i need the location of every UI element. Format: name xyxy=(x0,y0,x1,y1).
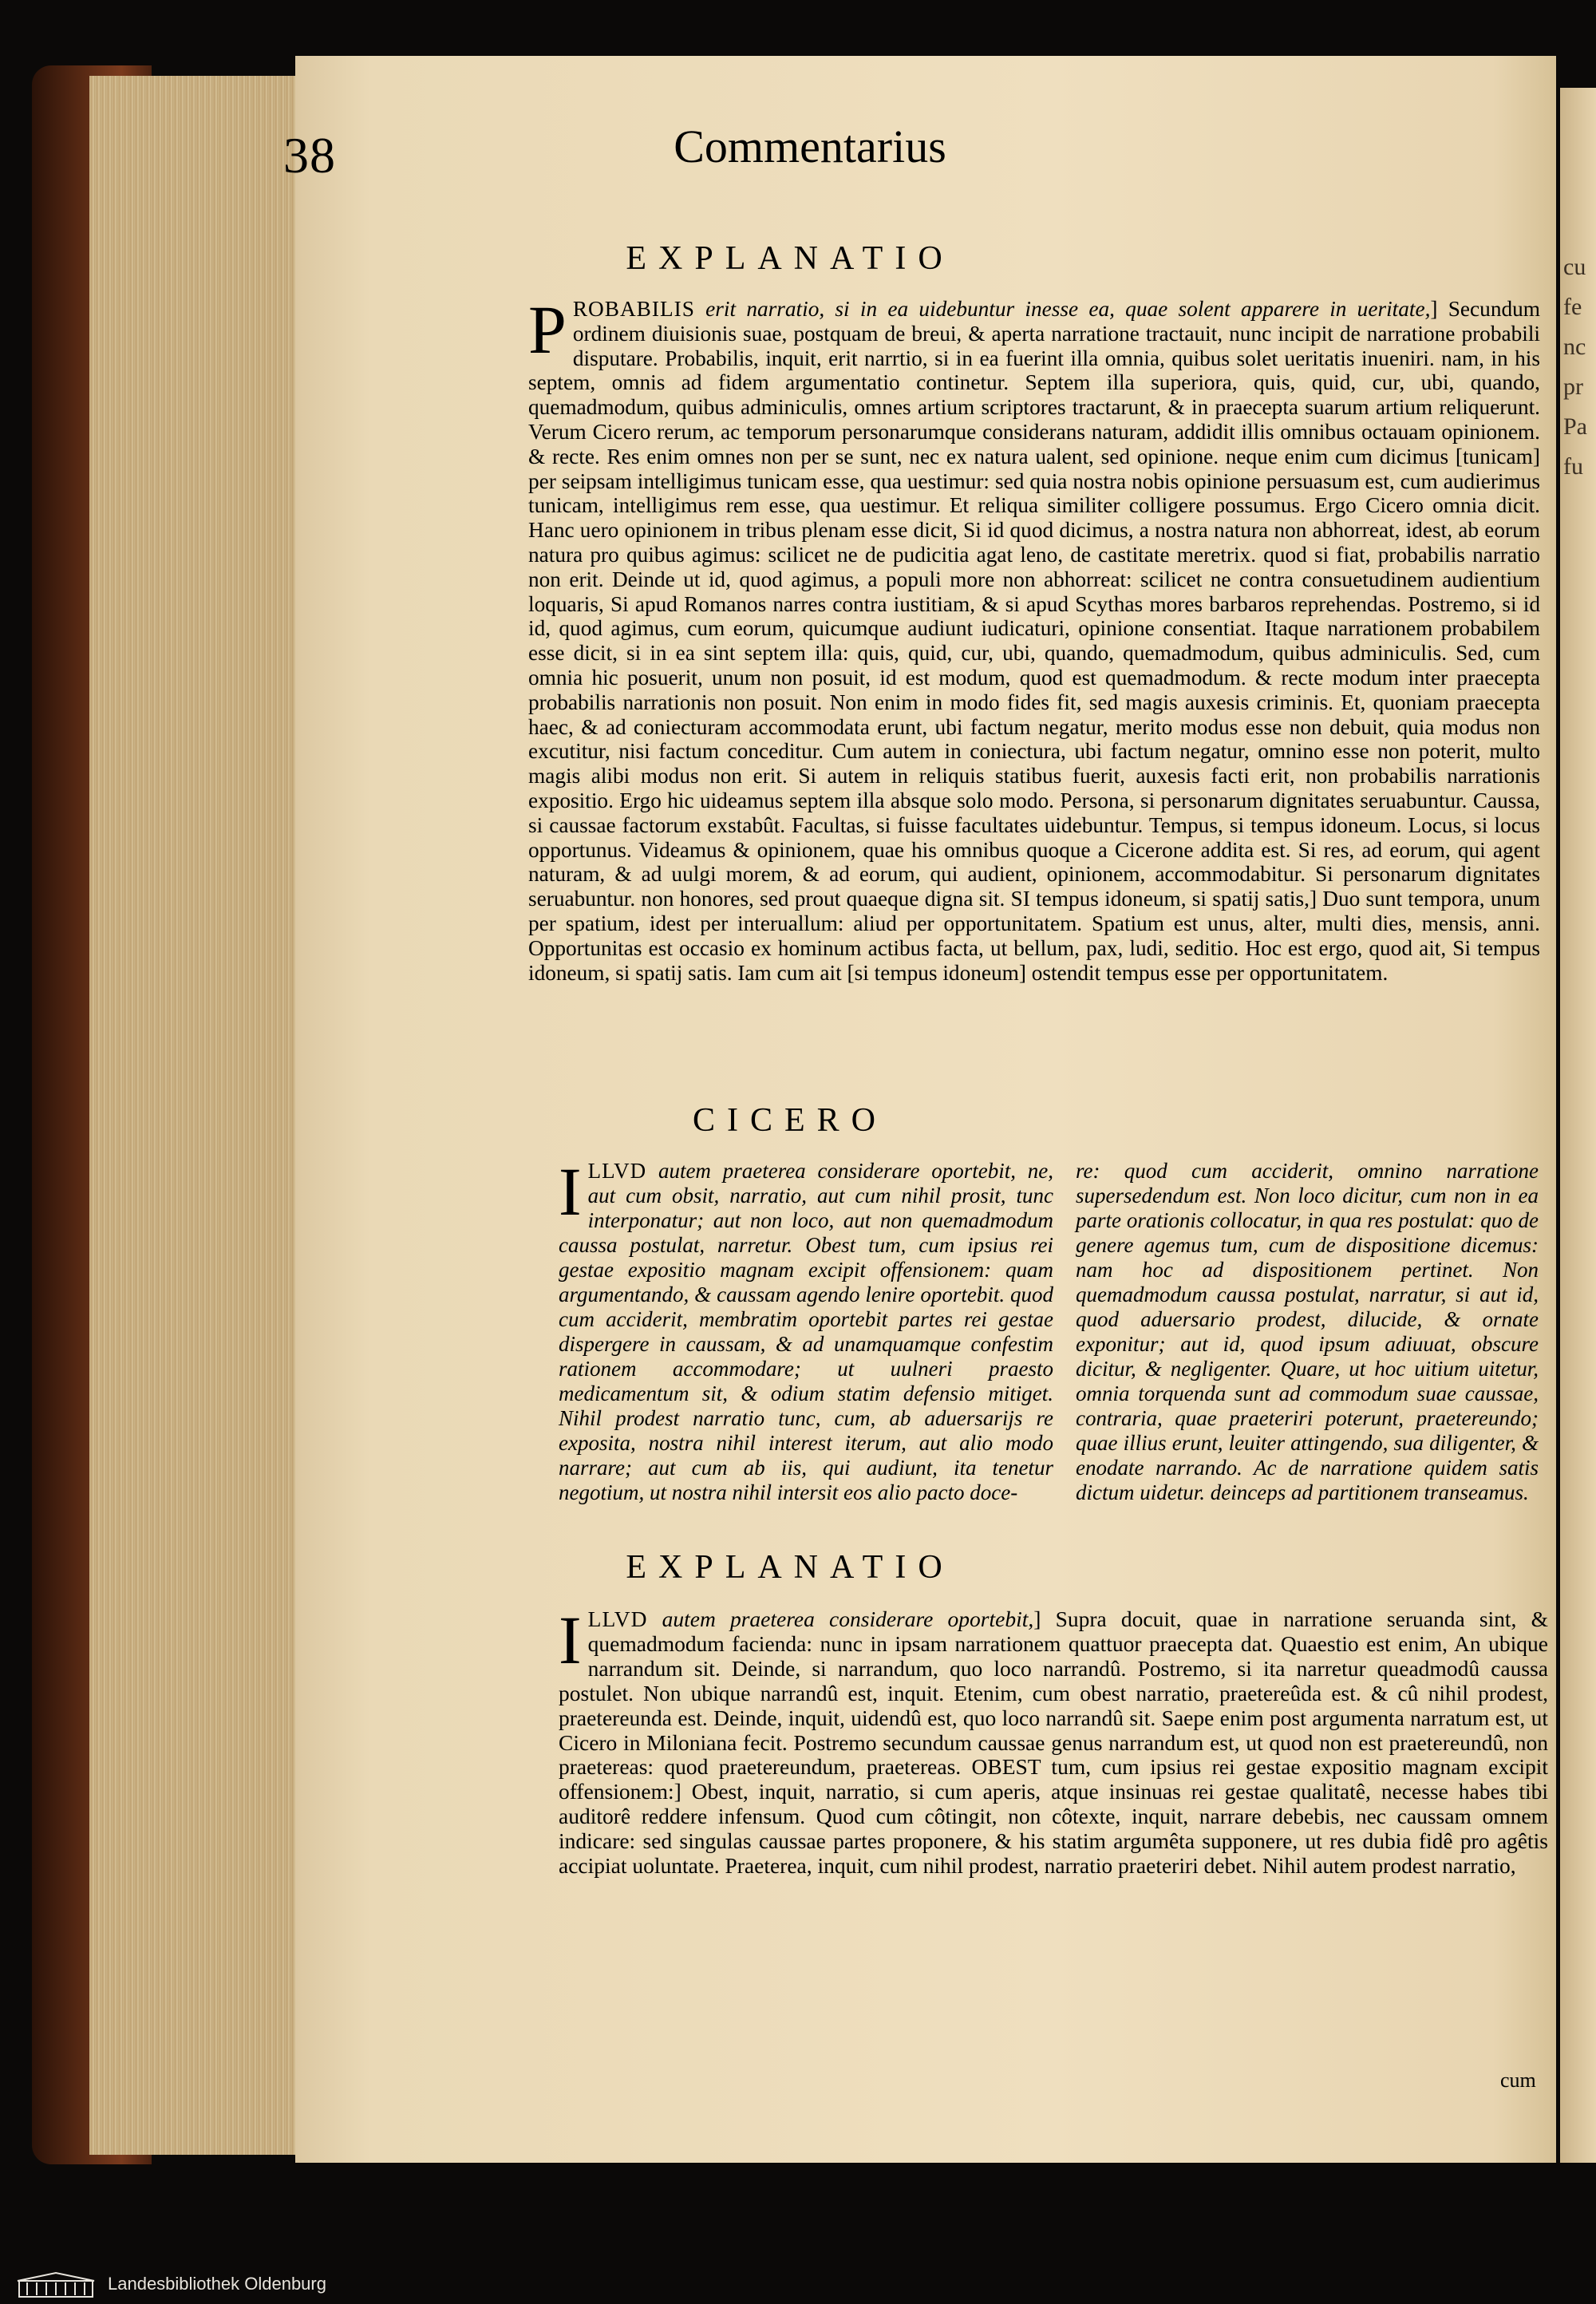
running-head xyxy=(674,120,946,173)
library-building-icon xyxy=(16,2271,96,2298)
lead-word: LLVD xyxy=(587,1159,647,1183)
drop-cap: I xyxy=(559,1602,582,1678)
lemma: erit narratio, si in ea uidebuntur inesse ea, quae solent apparere in ueritate, xyxy=(694,297,1431,321)
next-page-fragment: cu fe nc pr Pa fu xyxy=(1563,254,1587,480)
section-title-explanatio-1: EXPLANATIO xyxy=(626,240,954,277)
cicero-column-right: re: quod cum acciderit, omnino narratione supersedendum est. Non loco dicitur, cum non in ea parte orationis collocatur, in qua res postulat: quo de genere agemus tum, cum de dispositione dicemus: nam hoc ad dispositionem pertinet. Non quemadmodum caussa postulat, narratur, si aut id, quod aduersario prodest, dilucide, & ornate exponitur; aut id, quod ipsum adiuuat, obscure dicitur, & negligenter. Quare, ut hoc uitium uitetur, omnia torquenda sunt ad commodum suae caussae, contraria, quae praeteriri poterunt, praetereundo; quae illius erunt, leuiter attingendo, sua diligenter, & enodate narrando. Ac de narratione quidem satis dictum uidetur. deinceps ad partitionem transeamus. xyxy=(1076,1159,1539,1504)
lead-word: ROBABILIS xyxy=(572,297,695,321)
catchword: cum xyxy=(1500,2069,1536,2092)
page-number: 38 xyxy=(283,127,336,184)
explanatio-paragraph-2 xyxy=(559,1602,1548,1879)
lead-word: LLVD xyxy=(587,1606,648,1631)
explanatio-paragraph-1 xyxy=(528,291,1540,1135)
commentary-text: ] Secundum ordinem diuisionis suae, postquam de breui, & aperta narratione tractauit, nunc incipit de narratione probabili disputare. Probabilis, inquit, erit narrtio, si in ea fuerint illa omnia, quibus solet ueritatis inueniri. nam, in his septem, omnis ad fidem argumentatio continetur. Septem illa superiora, quis, quid, cur, ubi, quando, quemadmodum, quibus adminiculis, omnes artium scriptores tractarunt, & in praecepta suarum artium reliquerunt. Verum Cicero rerum, ac temporum personarumque considerans naturam, addidit illis omnibus octauam opinionem. & recte. Res enim omnes non per se sunt, nec ex natura ualent, sed opinione. neque enim cum dicimus [tunicam] per seipsam intelligimus tunicam esse, qua uestimur: sed quia nostra nobis opinione persuasum est, cum audierimus tunicam, intelligimus rem esse, qua uestimur. Et reliqua similiter colligere possumus. Ergo Cicero omnia dicit. Hanc uero opinionem in tribus plenam esse dicit, Si id quod dicimus, a nostra natura non abhorreat, idest, ab eorum natura pro quibus agimus: scilicet ne de pudicitia agat leno, de castitate meretrix. quod si fiat, probabilis narratio non erit. Deinde ut id, quod agimus, a populi more non abhorreat: scilicet ne contra consuetudinem audientium loquaris, Si apud Romanos narres contra iustitiam, & si apud Scythas mores barbaros reprehendas. Postremo, si id id, quod agimus, cum eorum, quicumque audiunt iudicaturi, opinione consentiat. Itaque narrationem probabilem esse dicit, si in ea sint septem illa: quis, quid, cur, ubi, quando, quemadmodum, quibus adminiculis. Sed, cum omnia hic posuerit, unum non posuit, id est modum, quod est quemadmodum. & recte modum inter praecepta probabilis narrationis non posuit. Non enim in modo fides fit, sed magis auxesis criminis. Et, quoniam praecepta haec, & ad coniecturam accommodata erunt, ubi factum negatur, merito modus esse non debuit, quia modus non excutitur, nisi factum conceditur. Cum autem in coniectura, ubi factum negatur, omnino esse non poterit, multo magis alibi modus non erit. Si autem in reliquis statibus fuerit, auxesis facti erit, non probabilis narrationis expositio. Ergo hic uideamus septem illa absque solo modo. Persona, si personarum dignitates seruabuntur. Caussa, si caussae factorum exstabût. Facultas, si fuisse facultates uidebuntur. Tempus, si tempus idoneum. Locus, si locus opportunus. Videamus & opinionem, quae his omnibus quoque a Cicerone addita est. Si res, ad eorum, qui agent naturam, & ad uulgi morem, & ad eorum, qui audient, opinionem, accommodabitur. Si personarum dignitates seruabuntur. non honores, sed prout quaeque digna sit. SI tempus idoneum, si spatij satis,] Duo sunt tempora, unum per spatium, idest per interuallum: aliud per opportunitatem. Spatium est unus, alter, multi dies, mensis, anni. Opportunitas est occasio ex hominum actibus facta, ut bellum, pax, ludi, seditio. Hoc est ergo, quod ait, Si tempus idoneum, si spatij satis. Iam cum ait [si tempus idoneum] ostendit tempus esse per opportunitatem. xyxy=(528,297,1540,985)
cicero-column-left xyxy=(559,1153,1053,1505)
section-title-explanatio-2: EXPLANATIO xyxy=(626,1549,954,1586)
commentary-text: ] Supra docuit, quae in narratione seruanda sint, & quemadmodum facienda: nunc in ipsam narrationem quattuor praecepta dat. Quaestio est enim, An ubique narrandum sit. Deinde, si narrandum, quo loco narrandû. Postremo, si ita narretur queadmodû caussa postulet. Non ubique narrandû est, inquit. Etenim, cum obest narratio, praetereûda est. & cû nihil prodest, praetereunda est. Deinde, inquit, uidendû est, quo loco narrandû sit. Saepe enim post argumenta narratum est, ut Cicero in Miloniana fecit. Postremo secundum caussae genus narrandum est, ut quod non est praetereundû, non praetereas: quod praetereundum, praetereas. OBEST tum, cum ipsius rei gestae expositio magnam excipit offensionem:] Obest, inquit, narratio, si cum aperis, atque insinuas rei gestae qualitatê, necesse habes tibi auditorê reddere infensum. Quod cum côtingit, non côtexte, inquit, narrare debebis, nec caussam omnem indicare: sed singulas caussae partes proponere, & his statim argumêta supponere, ut res dubia fidê pro agêtis accipiat uoluntate. Praeterea, inquit, cum nihil prodest, narratio praeteriri debet. Nihil autem prodest narratio, xyxy=(559,1606,1548,1879)
cicero-text-left: autem praeterea considerare oportebit, ne, aut cum obsit, narratio, aut cum nihil prosit, tunc interponatur; aut non loco, aut non quemadmodum caussa postulat, narretur. Obest tum, cum ipsius rei gestae expositio magnam excipit offensionem: quam argumentando, & caussam agendo lenire oportebit. quod cum acciderit, membratim oportebit partes rei gestae dispergere in caussam, & ad unamquamque confestim rationem accommodare; ut uulneri praesto medicamentum sit, & odium statim defensio mitiget. Nihil prodest narratio tunc, cum, ab aduersarijs re exposita, nostra nihil interest iterum, aut alio modo narrare; aut cum ab iis, qui audiunt, ita tenetur negotium, ut nostra nihil intersit eos alio pacto doce- xyxy=(559,1159,1053,1504)
lemma: autem praeterea considerare oportebit, xyxy=(647,1606,1034,1631)
next-page-edge xyxy=(1560,88,1596,2163)
drop-cap: P xyxy=(528,291,567,368)
library-name: Landesbibliothek Oldenburg xyxy=(108,2274,326,2294)
running-head-text: Commentarius xyxy=(674,121,946,172)
drop-cap: I xyxy=(559,1153,582,1230)
section-title-cicero: CICERO xyxy=(692,1102,887,1139)
page-edge-stack xyxy=(89,76,305,2155)
